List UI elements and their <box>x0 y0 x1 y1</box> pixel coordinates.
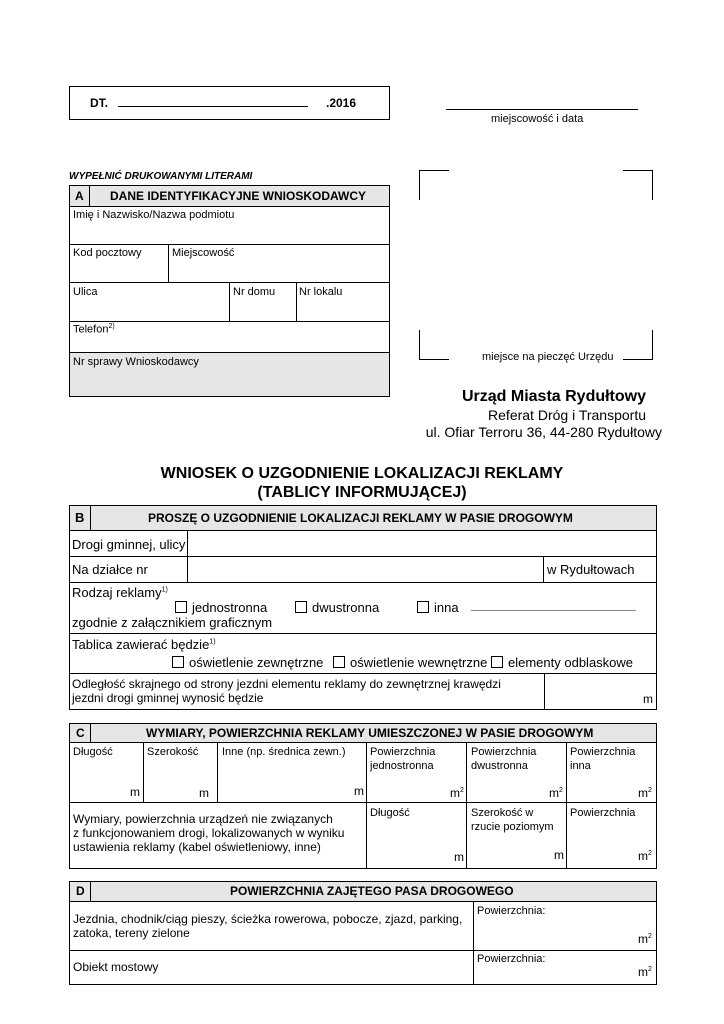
devices-line1: Wymiary, powierzchnia urządzeń nie związanych <box>73 812 333 826</box>
distance-unit: m <box>643 692 653 706</box>
checkbox-two-sided[interactable] <box>295 601 307 613</box>
device-length-unit: m <box>454 850 464 864</box>
road-area-label: Powierzchnia: <box>477 905 546 917</box>
name-label: Imię i Nazwisko/Nazwa podmiotu <box>73 209 235 221</box>
area-other-unit: $m^2$ <box>638 786 652 800</box>
case-number-field[interactable] <box>118 106 308 107</box>
office-name: Urząd Miasta Rydułtowy <box>461 388 646 405</box>
form-title-line2: (TABLICY INFORMUJĄCEJ) <box>257 484 467 501</box>
road-area-unit: $m^2$ <box>638 932 652 946</box>
phone-label: Telefon$^{2)}$ <box>73 323 115 336</box>
checkbox-external-light[interactable] <box>172 656 184 668</box>
case-number-label: Nr sprawy Wnioskodawcy <box>73 356 199 368</box>
area-two-sided-unit: $m^2$ <box>549 786 563 800</box>
graphic-note: zgodnie z załącznikiem graficznym <box>72 615 273 630</box>
area-one-sided-unit: $m^2$ <box>450 786 464 800</box>
device-width-l1: Szerokość w <box>471 807 534 819</box>
postal-code-label: Kod pocztowy <box>73 247 142 259</box>
option-one-sided[interactable]: jednostronna <box>175 600 267 615</box>
place-date-field[interactable] <box>446 109 638 110</box>
plot-label: Na działce nr <box>72 562 148 577</box>
roads-label: Drogi gminnej, ulicy <box>72 537 186 552</box>
distance-line1: Odległość skrajnego od strony jezdni elementu reklamy do zewnętrznej krawędzi <box>72 677 501 691</box>
roads-field[interactable] <box>188 531 656 555</box>
checkbox-internal-light[interactable] <box>333 656 345 668</box>
width-unit: m <box>199 786 209 800</box>
plot-field[interactable] <box>188 557 542 581</box>
area-two-sided-l2: dwustronna <box>471 760 528 772</box>
option-reflective[interactable]: elementy odblaskowe <box>491 655 633 670</box>
area-other-l1: Powierzchnia <box>570 746 636 758</box>
area-other-l2: inna <box>570 760 591 772</box>
form-title-line1: WNIOSEK O UZGODNIENIE LOKALIZACJI REKLAMY <box>160 465 564 482</box>
option-other[interactable]: inna <box>417 600 459 615</box>
year-suffix: .2016 <box>326 96 357 110</box>
distance-line2: jezdni drogi gminnej wynosić będzie <box>72 691 264 705</box>
checkbox-other[interactable] <box>417 601 429 613</box>
section-d-title: POWIERZCHNIA ZAJĘTEGO PASA DROGOWEGO <box>230 884 514 898</box>
street-label: Ulica <box>73 286 98 298</box>
name-field[interactable] <box>70 222 389 244</box>
town-label: w Rydułtowach <box>547 562 635 577</box>
city-label: Miejscowość <box>172 247 235 259</box>
stamp-label: miejsce na pieczęć Urzędu <box>482 351 614 363</box>
option-external-light[interactable]: oświetlenie zewnętrzne <box>172 655 323 670</box>
board-label: Tablica zawierać będzie$^{1)}$ <box>72 637 216 652</box>
length-label: Długość <box>73 746 113 758</box>
bridge-area-label: Powierzchnia: <box>477 953 546 965</box>
other-type-field[interactable] <box>471 610 636 611</box>
devices-line2: z funkcjonowaniem drogi, lokalizowanych w wyniku <box>73 826 345 840</box>
place-date-label: miejscowość i data <box>491 113 584 125</box>
area-two-sided-l1: Powierzchnia <box>471 746 537 758</box>
devices-line3: ustawienia reklamy (kabel oświetleniowy, inne) <box>73 840 321 854</box>
ad-type-label: Rodzaj reklamy$^{1)}$ <box>72 585 168 600</box>
other-dimension-unit: m <box>354 784 364 798</box>
section-d-letter: D <box>76 884 85 898</box>
device-area-label: Powierzchnia <box>570 807 636 819</box>
distance-field[interactable] <box>545 674 656 709</box>
fill-instruction: WYPEŁNIĆ DRUKOWANYMI LITERAMI <box>69 171 253 182</box>
area-one-sided-l1: Powierzchnia <box>370 746 436 758</box>
road-area-line1: Jezdnia, chodnik/ciąg pieszy, ścieżka rowerowa, pobocze, zjazd, parking, <box>73 912 463 926</box>
checkbox-reflective[interactable] <box>491 656 503 668</box>
section-b-title: PROSZĘ O UZGODNIENIE LOKALIZACJI REKLAMY W PASIE DROGOWYM <box>148 511 573 525</box>
device-width-unit: m <box>554 848 564 862</box>
option-two-sided[interactable]: dwustronna <box>295 600 379 615</box>
device-area-unit: $m^2$ <box>638 849 652 863</box>
option-internal-light[interactable]: oświetlenie wewnętrzne <box>333 655 487 670</box>
other-dimension-label: Inne (np. średnica zewn.) <box>222 746 346 758</box>
checkbox-one-sided[interactable] <box>175 601 187 613</box>
device-length-label: Długość <box>370 807 410 819</box>
bridge-label: Obiekt mostowy <box>73 960 159 974</box>
section-a-title: DANE IDENTYFIKACYJNE WNIOSKODAWCY <box>110 189 367 203</box>
flat-number-label: Nr lokalu <box>299 286 343 298</box>
stamp-area <box>419 170 653 360</box>
section-a-letter: A <box>75 189 84 203</box>
device-width-l2: rzucie poziomym <box>471 821 554 833</box>
bridge-area-unit: $m^2$ <box>638 965 652 979</box>
road-area-line2: zatoka, tereny zielone <box>73 926 190 940</box>
house-number-label: Nr domu <box>233 286 276 298</box>
area-one-sided-l2: jednostronna <box>370 760 434 772</box>
width-label: Szerokość <box>147 746 199 758</box>
length-unit: m <box>130 785 140 799</box>
section-c-letter: C <box>76 726 85 740</box>
section-b-letter: B <box>75 510 85 525</box>
dt-label: DT. <box>90 96 108 110</box>
office-address: ul. Ofiar Terroru 36, 44-280 Rydułtowy <box>425 424 662 440</box>
office-department: Referat Dróg i Transportu <box>488 407 646 423</box>
section-c-title: WYMIARY, POWIERZCHNIA REKLAMY UMIESZCZONEJ W PASIE DROGOWYM <box>146 726 594 740</box>
